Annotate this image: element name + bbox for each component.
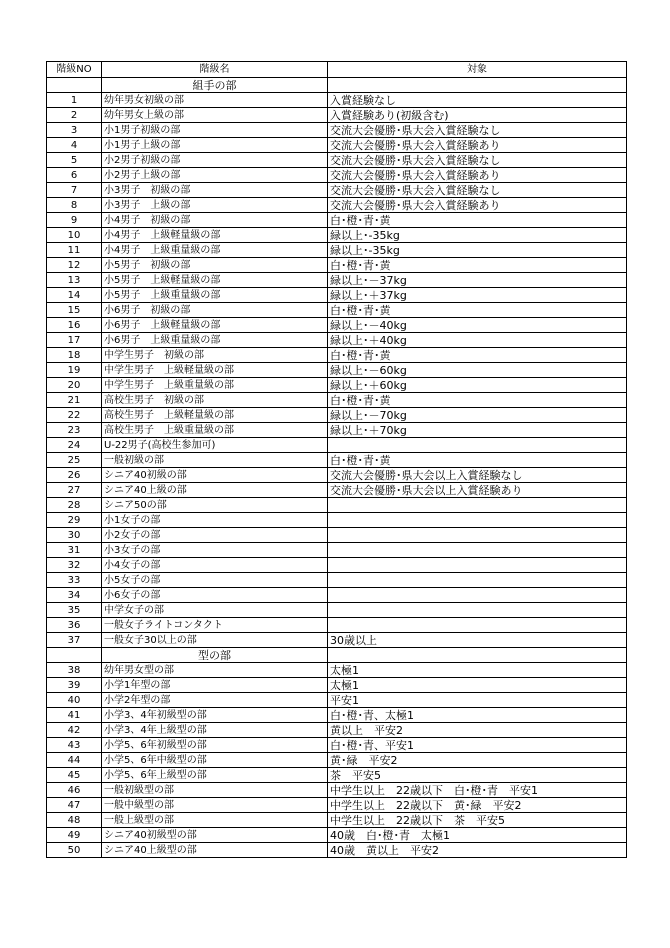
class-target-cell: 黄以上 平安2 bbox=[328, 723, 627, 738]
class-no-cell: 23 bbox=[47, 423, 102, 438]
class-no-cell: 1 bbox=[47, 93, 102, 108]
class-name-cell: 小6男子 初級の部 bbox=[102, 303, 328, 318]
class-target-cell: 白･橙･青･黄 bbox=[328, 453, 627, 468]
class-target-cell: 緑以上･-35kg bbox=[328, 228, 627, 243]
section-title: 型の部 bbox=[102, 648, 328, 663]
table-row bbox=[47, 828, 627, 843]
class-target-cell: 交流大会優勝･県大会入賞経験なし bbox=[328, 183, 627, 198]
class-target-cell: 黄･緑 平安2 bbox=[328, 753, 627, 768]
class-target-cell: 30歳以上 bbox=[328, 633, 627, 648]
class-no-cell: 42 bbox=[47, 723, 102, 738]
class-name-cell: 高校生男子 上級軽量級の部 bbox=[102, 408, 328, 423]
class-no-cell: 16 bbox=[47, 318, 102, 333]
table-row bbox=[47, 213, 627, 228]
class-target-cell: 交流大会優勝･県大会入賞経験あり bbox=[328, 138, 627, 153]
class-target-cell: 白･橙･青･黄 bbox=[328, 348, 627, 363]
class-no-cell: 7 bbox=[47, 183, 102, 198]
class-name-cell: 小学5、6年中級型の部 bbox=[102, 753, 328, 768]
table-row bbox=[47, 633, 627, 648]
table-row bbox=[47, 693, 627, 708]
class-no-cell: 31 bbox=[47, 543, 102, 558]
class-name-cell: 小4女子の部 bbox=[102, 558, 328, 573]
class-name-cell: シニア40上級の部 bbox=[102, 483, 328, 498]
table-row bbox=[47, 738, 627, 753]
table-row bbox=[47, 318, 627, 333]
table-row bbox=[47, 468, 627, 483]
table-row bbox=[47, 288, 627, 303]
class-target-cell: 40歳 黄以上 平安2 bbox=[328, 843, 627, 858]
class-name-cell: 小3男子 上級の部 bbox=[102, 198, 328, 213]
table-row bbox=[47, 573, 627, 588]
section-target-cell bbox=[328, 78, 627, 93]
class-target-cell: 交流大会優勝･県大会入賞経験あり bbox=[328, 198, 627, 213]
class-name-cell: 小6女子の部 bbox=[102, 588, 328, 603]
class-name-cell: 幼年男女初級の部 bbox=[102, 93, 328, 108]
class-no-cell: 20 bbox=[47, 378, 102, 393]
table-row bbox=[47, 483, 627, 498]
table-row bbox=[47, 603, 627, 618]
class-no-cell: 12 bbox=[47, 258, 102, 273]
class-name-cell: 高校生男子 上級重量級の部 bbox=[102, 423, 328, 438]
class-target-cell: 40歳 白･橙･青 太極1 bbox=[328, 828, 627, 843]
class-no-cell: 26 bbox=[47, 468, 102, 483]
table-row bbox=[47, 543, 627, 558]
class-name-cell: 中学女子の部 bbox=[102, 603, 328, 618]
table-row bbox=[47, 183, 627, 198]
table-row bbox=[47, 618, 627, 633]
class-target-cell: 緑以上･＋70kg bbox=[328, 423, 627, 438]
class-name-cell: 小学1年型の部 bbox=[102, 678, 328, 693]
section-title: 組手の部 bbox=[102, 78, 328, 93]
table-row bbox=[47, 108, 627, 123]
class-name-cell: 中学生男子 上級重量級の部 bbox=[102, 378, 328, 393]
class-target-cell: 中学生以上 22歳以下 黄･緑 平安2 bbox=[328, 798, 627, 813]
class-name-cell: 小5男子 初級の部 bbox=[102, 258, 328, 273]
class-no-cell: 2 bbox=[47, 108, 102, 123]
class-target-cell bbox=[328, 528, 627, 543]
class-no-cell: 33 bbox=[47, 573, 102, 588]
class-name-cell: 小6男子 上級重量級の部 bbox=[102, 333, 328, 348]
table-row bbox=[47, 303, 627, 318]
class-no-cell: 6 bbox=[47, 168, 102, 183]
class-no-cell: 36 bbox=[47, 618, 102, 633]
class-target-cell bbox=[328, 498, 627, 513]
class-no-cell: 18 bbox=[47, 348, 102, 363]
class-name-cell: 小3男子 初級の部 bbox=[102, 183, 328, 198]
class-no-cell: 40 bbox=[47, 693, 102, 708]
class-name-cell: 小4男子 上級重量級の部 bbox=[102, 243, 328, 258]
class-no-cell: 44 bbox=[47, 753, 102, 768]
class-name-cell: 小4男子 上級軽量級の部 bbox=[102, 228, 328, 243]
class-target-cell: 白･橙･青･黄 bbox=[328, 393, 627, 408]
class-no-cell: 3 bbox=[47, 123, 102, 138]
class-target-cell: 入賞経験なし bbox=[328, 93, 627, 108]
table-row bbox=[47, 408, 627, 423]
class-no-cell: 21 bbox=[47, 393, 102, 408]
table-row bbox=[47, 438, 627, 453]
class-no-cell: 5 bbox=[47, 153, 102, 168]
class-no-cell: 14 bbox=[47, 288, 102, 303]
class-target-cell bbox=[328, 573, 627, 588]
class-name-cell: 小5男子 上級軽量級の部 bbox=[102, 273, 328, 288]
class-name-cell: 一般女子30以上の部 bbox=[102, 633, 328, 648]
class-no-cell: 50 bbox=[47, 843, 102, 858]
class-no-cell: 24 bbox=[47, 438, 102, 453]
class-name-cell: 小2女子の部 bbox=[102, 528, 328, 543]
class-name-cell: 中学生男子 初級の部 bbox=[102, 348, 328, 363]
table-row bbox=[47, 228, 627, 243]
class-name-cell: 小1男子上級の部 bbox=[102, 138, 328, 153]
class-target-cell: 緑以上･＋40kg bbox=[328, 333, 627, 348]
class-name-cell: 小4男子 初級の部 bbox=[102, 213, 328, 228]
table-row bbox=[47, 393, 627, 408]
table-row bbox=[47, 723, 627, 738]
class-no-cell: 37 bbox=[47, 633, 102, 648]
class-name-cell: 小学5、6年初級型の部 bbox=[102, 738, 328, 753]
class-no-cell: 32 bbox=[47, 558, 102, 573]
class-name-cell: 小2男子上級の部 bbox=[102, 168, 328, 183]
table-row bbox=[47, 528, 627, 543]
class-no-cell: 15 bbox=[47, 303, 102, 318]
table-row bbox=[47, 813, 627, 828]
table-row bbox=[47, 168, 627, 183]
class-target-cell bbox=[328, 603, 627, 618]
class-target-cell: 中学生以上 22歳以下 茶 平安5 bbox=[328, 813, 627, 828]
table-row bbox=[47, 348, 627, 363]
class-name-cell: シニア40初級の部 bbox=[102, 468, 328, 483]
class-no-cell: 28 bbox=[47, 498, 102, 513]
class-target-cell: 茶 平安5 bbox=[328, 768, 627, 783]
class-name-cell: 中学生男子 上級軽量級の部 bbox=[102, 363, 328, 378]
class-target-cell: 白･橙･青･黄 bbox=[328, 213, 627, 228]
table-row bbox=[47, 843, 627, 858]
class-name-cell: 一般上級型の部 bbox=[102, 813, 328, 828]
class-no-cell: 29 bbox=[47, 513, 102, 528]
header-row bbox=[47, 62, 627, 78]
class-target-cell: 緑以上･-35kg bbox=[328, 243, 627, 258]
table-row bbox=[47, 123, 627, 138]
class-name-cell: シニア40初級型の部 bbox=[102, 828, 328, 843]
section-no-cell bbox=[47, 648, 102, 663]
class-target-cell: 緑以上･－70kg bbox=[328, 408, 627, 423]
table-row bbox=[47, 753, 627, 768]
table-row bbox=[47, 588, 627, 603]
class-name-cell: 一般女子ライトコンタクト bbox=[102, 618, 328, 633]
class-no-cell: 25 bbox=[47, 453, 102, 468]
table-row bbox=[47, 678, 627, 693]
class-target-cell bbox=[328, 618, 627, 633]
class-name-cell: 幼年男女上級の部 bbox=[102, 108, 328, 123]
class-table bbox=[46, 61, 627, 858]
class-target-cell: 緑以上･－37kg bbox=[328, 273, 627, 288]
class-name-cell: 高校生男子 初級の部 bbox=[102, 393, 328, 408]
class-name-cell: 小1女子の部 bbox=[102, 513, 328, 528]
table-row bbox=[47, 453, 627, 468]
class-name-cell: 小学2年型の部 bbox=[102, 693, 328, 708]
class-name-cell: 小1男子初級の部 bbox=[102, 123, 328, 138]
table-row bbox=[47, 378, 627, 393]
class-no-cell: 11 bbox=[47, 243, 102, 258]
class-name-cell: 小2男子初級の部 bbox=[102, 153, 328, 168]
table-row bbox=[47, 783, 627, 798]
class-target-cell bbox=[328, 558, 627, 573]
class-name-cell: 小学3、4年上級型の部 bbox=[102, 723, 328, 738]
class-target-cell: 交流大会優勝･県大会入賞経験あり bbox=[328, 168, 627, 183]
table-row bbox=[47, 273, 627, 288]
class-name-cell: 幼年男女型の部 bbox=[102, 663, 328, 678]
class-no-cell: 4 bbox=[47, 138, 102, 153]
class-name-cell: 小5男子 上級重量級の部 bbox=[102, 288, 328, 303]
class-no-cell: 13 bbox=[47, 273, 102, 288]
class-target-cell bbox=[328, 513, 627, 528]
class-name-cell: 一般初級の部 bbox=[102, 453, 328, 468]
class-no-cell: 17 bbox=[47, 333, 102, 348]
class-target-cell: 交流大会優勝･県大会以上入賞経験あり bbox=[328, 483, 627, 498]
class-name-cell: 一般初級型の部 bbox=[102, 783, 328, 798]
table-row bbox=[47, 768, 627, 783]
class-no-cell: 30 bbox=[47, 528, 102, 543]
class-target-cell: 交流大会優勝･県大会以上入賞経験なし bbox=[328, 468, 627, 483]
class-name-cell: 小学3、4年初級型の部 bbox=[102, 708, 328, 723]
class-no-cell: 47 bbox=[47, 798, 102, 813]
class-target-cell: 白･橙･青、太極1 bbox=[328, 708, 627, 723]
class-no-cell: 27 bbox=[47, 483, 102, 498]
class-no-cell: 8 bbox=[47, 198, 102, 213]
header-name: 階級名 bbox=[102, 62, 328, 78]
class-no-cell: 9 bbox=[47, 213, 102, 228]
table-row bbox=[47, 498, 627, 513]
table-row bbox=[47, 258, 627, 273]
table-row bbox=[47, 663, 627, 678]
class-target-cell bbox=[328, 588, 627, 603]
class-name-cell: U-22男子(高校生参加可) bbox=[102, 438, 328, 453]
table-row bbox=[47, 558, 627, 573]
class-target-cell: 太極1 bbox=[328, 663, 627, 678]
class-name-cell: 小6男子 上級軽量級の部 bbox=[102, 318, 328, 333]
class-name-cell: 小5女子の部 bbox=[102, 573, 328, 588]
table-row bbox=[47, 93, 627, 108]
class-no-cell: 34 bbox=[47, 588, 102, 603]
class-target-cell: 交流大会優勝･県大会入賞経験なし bbox=[328, 153, 627, 168]
class-no-cell: 38 bbox=[47, 663, 102, 678]
class-target-cell: 太極1 bbox=[328, 678, 627, 693]
class-no-cell: 19 bbox=[47, 363, 102, 378]
class-name-cell: 小学5、6年上級型の部 bbox=[102, 768, 328, 783]
class-target-cell: 交流大会優勝･県大会入賞経験なし bbox=[328, 123, 627, 138]
class-target-cell: 白･橙･青、平安1 bbox=[328, 738, 627, 753]
section-header-row bbox=[47, 78, 627, 93]
table-row bbox=[47, 708, 627, 723]
class-target-cell: 緑以上･＋37kg bbox=[328, 288, 627, 303]
class-no-cell: 39 bbox=[47, 678, 102, 693]
class-name-cell: 一般中級型の部 bbox=[102, 798, 328, 813]
header-target: 対象 bbox=[328, 62, 627, 78]
table-row bbox=[47, 363, 627, 378]
class-no-cell: 22 bbox=[47, 408, 102, 423]
class-target-cell bbox=[328, 543, 627, 558]
class-target-cell: 緑以上･－40kg bbox=[328, 318, 627, 333]
class-target-cell bbox=[328, 438, 627, 453]
class-no-cell: 43 bbox=[47, 738, 102, 753]
table-row bbox=[47, 423, 627, 438]
header-no: 階級NO bbox=[47, 62, 102, 78]
table-row bbox=[47, 798, 627, 813]
class-no-cell: 10 bbox=[47, 228, 102, 243]
class-no-cell: 35 bbox=[47, 603, 102, 618]
class-target-cell: 中学生以上 22歳以下 白･橙･青 平安1 bbox=[328, 783, 627, 798]
class-name-cell: 小3女子の部 bbox=[102, 543, 328, 558]
class-target-cell: 緑以上･＋60kg bbox=[328, 378, 627, 393]
class-target-cell: 白･橙･青･黄 bbox=[328, 303, 627, 318]
table-row bbox=[47, 243, 627, 258]
section-no-cell bbox=[47, 78, 102, 93]
class-no-cell: 45 bbox=[47, 768, 102, 783]
class-target-cell: 白･橙･青･黄 bbox=[328, 258, 627, 273]
class-no-cell: 49 bbox=[47, 828, 102, 843]
class-name-cell: シニア40上級型の部 bbox=[102, 843, 328, 858]
class-no-cell: 41 bbox=[47, 708, 102, 723]
table-row bbox=[47, 513, 627, 528]
class-target-cell: 緑以上･－60kg bbox=[328, 363, 627, 378]
table-row bbox=[47, 153, 627, 168]
class-target-cell: 平安1 bbox=[328, 693, 627, 708]
class-target-cell: 入賞経験あり(初級含む) bbox=[328, 108, 627, 123]
section-header-row bbox=[47, 648, 627, 663]
section-target-cell bbox=[328, 648, 627, 663]
class-no-cell: 46 bbox=[47, 783, 102, 798]
table-row bbox=[47, 198, 627, 213]
table-row bbox=[47, 333, 627, 348]
class-name-cell: シニア50の部 bbox=[102, 498, 328, 513]
class-no-cell: 48 bbox=[47, 813, 102, 828]
table-row bbox=[47, 138, 627, 153]
